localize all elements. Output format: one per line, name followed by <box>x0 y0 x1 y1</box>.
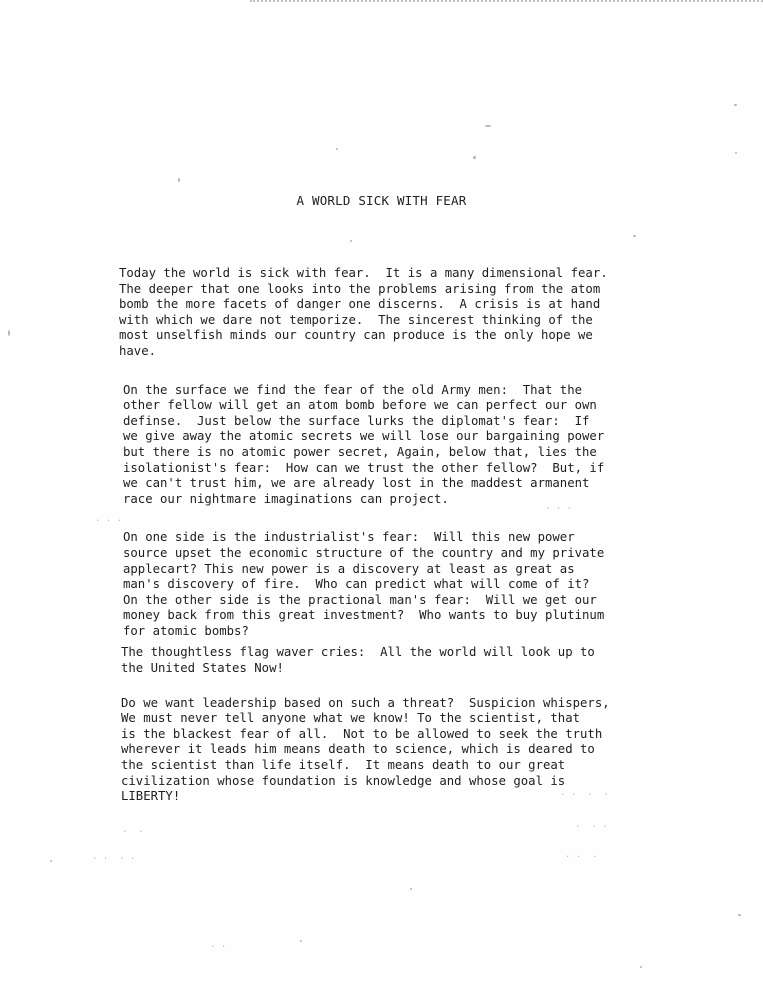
scan-speck <box>50 860 52 862</box>
scan-speck <box>640 966 642 968</box>
text-line: we give away the atomic secrets we will lose our bargaining power <box>123 429 605 444</box>
text-line: the scientist than life itself. It means death to our great <box>121 758 566 773</box>
paragraph-3 <box>119 530 729 639</box>
scan-smudge: . . . <box>545 502 573 512</box>
scan-smudge: . . . <box>95 514 123 524</box>
scan-speck <box>738 914 741 916</box>
text-line: Today the world is sick with fear. It is a many dimensional fear. <box>119 266 608 280</box>
text-line: definse. Just below the surface lurks the diplomat's fear: If <box>123 413 590 428</box>
text-line: Do we want leadership based on such a threat? Suspicion whispers, <box>121 695 610 710</box>
text-line: race our nightmare imaginations can project. <box>123 491 449 506</box>
text-line: with which we dare not temporize. The sincerest thinking of the <box>119 312 593 327</box>
text-line: but there is no atomic power secret, Again, below that, lies the <box>123 444 597 459</box>
scan-smudge: . . <box>210 940 227 950</box>
scan-smudge: . . . <box>575 820 608 830</box>
document-title: A WORLD SICK WITH FEAR <box>296 193 467 208</box>
scan-speck <box>8 330 10 336</box>
text-line: the United States Now! <box>121 661 284 676</box>
scan-speck <box>633 235 636 237</box>
text-line: On the other side is the practional man's fear: Will we get our <box>123 592 597 607</box>
text-line: have. <box>119 343 157 358</box>
document-body <box>119 266 729 805</box>
text-line: is the blackest fear of all. Not to be allowed to seek the truth <box>121 726 603 741</box>
text-line: we can't trust him, we are already lost in the maddest armanent <box>123 476 590 491</box>
text-line: On the surface we find the fear of the old Army men: That the <box>123 382 583 397</box>
text-line: We must never tell anyone what we know! To the scientist, that <box>121 711 581 726</box>
text-line: other fellow will get an atom bomb before we can perfect our own <box>123 398 597 413</box>
scan-speck <box>485 125 491 127</box>
scan-speck <box>178 178 180 182</box>
text-line: money back from this great investment? Who wants to buy plutinum <box>123 608 605 623</box>
text-line: source upset the economic structure of the country and my private <box>123 545 605 560</box>
text-line: bomb the more facets of danger one discerns. A crisis is at hand <box>119 297 601 312</box>
text-line: man's discovery of fire. Who can predict what will come of it? <box>123 577 590 592</box>
text-line: applecart? This new power is a discovery at least as great as <box>123 561 575 576</box>
paragraph-2 <box>119 383 729 508</box>
scan-smudge: . . <box>122 825 144 835</box>
scan-speck <box>734 104 737 106</box>
text-line: isolationist's fear: How can we trust the other fellow? But, if <box>123 460 605 475</box>
text-line: most unselfish minds our country can produce is the only hope we <box>119 328 593 343</box>
scan-speck <box>300 940 302 942</box>
scan-speck <box>735 152 737 154</box>
scan-smudge: . . . . <box>560 788 609 798</box>
paragraph-4 <box>119 645 729 676</box>
paragraph-1 <box>119 266 729 360</box>
scan-speck <box>336 148 338 150</box>
scan-speck <box>350 240 352 242</box>
text-line: The thoughtless flag waver cries: All the world will look up to <box>121 645 595 660</box>
paragraph-5 <box>119 696 729 805</box>
text-line: On one side is the industrialist's fear: Will this new power <box>123 530 575 545</box>
text-line: wherever it leads him means death to science, which is deared to <box>121 742 595 757</box>
scan-speck <box>473 156 476 159</box>
scan-smudge: . . . <box>565 850 598 860</box>
text-line: The deeper that one looks into the problems arising from the atom <box>119 281 601 296</box>
text-line: for atomic bombs? <box>123 623 249 638</box>
text-line: civilization whose foundation is knowledge and whose goal is <box>121 773 566 788</box>
scan-smudge: . . . . <box>92 852 136 862</box>
scan-speck <box>410 888 412 890</box>
text-line: LIBERTY! <box>121 789 181 804</box>
page-top-edge-mark <box>250 0 763 6</box>
